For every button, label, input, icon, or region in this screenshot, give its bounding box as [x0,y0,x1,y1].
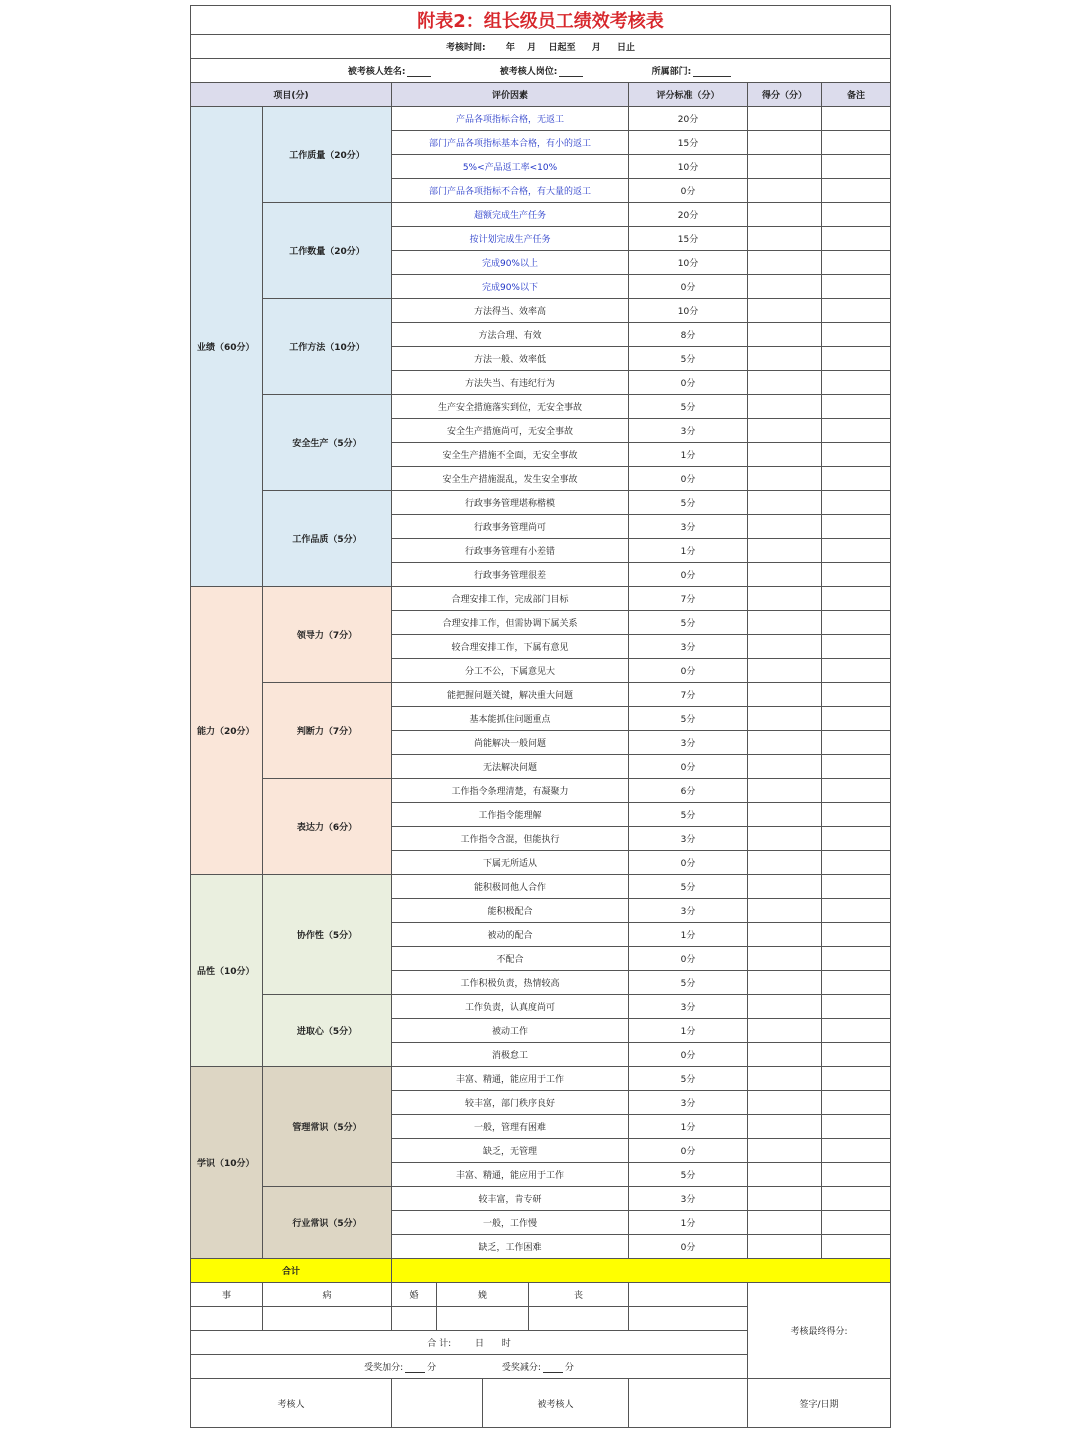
factor-cell: 较丰富，部门秩序良好 [392,1091,629,1115]
header-standard: 评分标准（分） [629,83,748,107]
standard-cell: 5分 [629,491,748,515]
name-field[interactable] [407,68,431,77]
remark-input-cell[interactable] [822,419,891,443]
factor-cell: 无法解决问题 [392,755,629,779]
assessor-sign-cell[interactable] [392,1379,483,1428]
remark-input-cell[interactable] [822,947,891,971]
remark-input-cell[interactable] [822,827,891,851]
factor-cell: 方法得当、效率高 [392,299,629,323]
category-cell: 业绩（60分） [191,107,263,587]
factor-cell: 丰富、精通，能应用于工作 [392,1163,629,1187]
leave-hours-label: 时 [501,1339,511,1349]
period-month-from: 月 [527,43,537,53]
score-input-cell[interactable] [748,923,822,947]
table-row [191,1067,891,1091]
remark-input-cell[interactable] [822,923,891,947]
score-input-cell[interactable] [748,227,822,251]
remark-input-cell[interactable] [822,779,891,803]
remark-input-cell[interactable] [822,1139,891,1163]
category-cell: 能力（20分） [191,587,263,875]
remark-input-cell[interactable] [822,515,891,539]
factor-cell: 超额完成生产任务 [392,203,629,227]
score-input-cell[interactable] [748,347,822,371]
factor-cell: 尚能解决一般问题 [392,731,629,755]
score-input-cell[interactable] [748,299,822,323]
score-input-cell[interactable] [748,515,822,539]
standard-cell: 5分 [629,611,748,635]
post-label: 被考核人岗位: [499,67,558,77]
table-row [191,203,891,227]
score-input-cell[interactable] [748,611,822,635]
leave-personal-label: 事 [191,1283,263,1307]
remark-input-cell[interactable] [822,995,891,1019]
score-input-cell[interactable] [748,275,822,299]
standard-cell: 1分 [629,1115,748,1139]
standard-cell: 3分 [629,515,748,539]
standard-cell: 0分 [629,1235,748,1259]
score-input-cell[interactable] [748,1043,822,1067]
remark-input-cell[interactable] [822,299,891,323]
leave-marriage-value[interactable] [392,1307,437,1331]
total-value-cell[interactable] [392,1259,891,1283]
factor-cell: 工作指令能理解 [392,803,629,827]
signature-row [191,1379,891,1428]
remark-input-cell[interactable] [822,323,891,347]
factor-cell: 基本能抓住问题重点 [392,707,629,731]
remark-input-cell[interactable] [822,611,891,635]
score-input-cell[interactable] [748,131,822,155]
factor-cell: 方法一般、效率低 [392,347,629,371]
assessment-period [191,35,891,59]
standard-cell: 0分 [629,851,748,875]
score-input-cell[interactable] [748,107,822,131]
standard-cell: 1分 [629,1211,748,1235]
table-row [191,587,891,611]
standard-cell: 15分 [629,227,748,251]
factor-cell: 合理安排工作，完成部门目标 [392,587,629,611]
remark-input-cell[interactable] [822,347,891,371]
factor-cell: 行政事务管理很差 [392,563,629,587]
remark-input-cell[interactable] [822,443,891,467]
table-row [191,1187,891,1211]
period-year: 年 [505,43,515,53]
header-item: 项目(分) [191,83,392,107]
remark-input-cell[interactable] [822,971,891,995]
factor-cell: 行政事务管理尚可 [392,515,629,539]
score-input-cell[interactable] [748,707,822,731]
score-input-cell[interactable] [748,467,822,491]
standard-cell: 15分 [629,131,748,155]
factor-cell: 方法合理、有效 [392,323,629,347]
standard-cell: 0分 [629,755,748,779]
factor-cell: 5%<产品返工率<10% [392,155,629,179]
header-row [191,83,891,107]
score-input-cell[interactable] [748,395,822,419]
remark-input-cell[interactable] [822,371,891,395]
subcategory-cell: 管理常识（5分） [263,1067,392,1187]
score-input-cell[interactable] [748,779,822,803]
factor-cell: 缺乏，工作困难 [392,1235,629,1259]
standard-cell: 1分 [629,1019,748,1043]
remark-input-cell[interactable] [822,731,891,755]
standard-cell: 10分 [629,299,748,323]
score-input-cell[interactable] [748,371,822,395]
factor-cell: 部门产品各项指标不合格，有大量的返工 [392,179,629,203]
score-input-cell[interactable] [748,1115,822,1139]
factor-cell: 工作指令含混，但能执行 [392,827,629,851]
final-score-cell: 考核最终得分: [748,1283,891,1379]
leave-days-label: 日 [474,1339,484,1349]
standard-cell: 0分 [629,371,748,395]
subcategory-cell: 工作品质（5分） [263,491,392,587]
page-title: 附表2：组长级员工绩效考核表 [191,6,891,35]
leave-header-row [191,1283,891,1307]
score-input-cell[interactable] [748,1187,822,1211]
factor-cell: 工作积极负责，热情较高 [392,971,629,995]
subcategory-cell: 表达力（6分） [263,779,392,875]
standard-cell: 5分 [629,803,748,827]
standard-cell: 3分 [629,731,748,755]
remark-input-cell[interactable] [822,395,891,419]
reward-sub-field[interactable] [543,1364,563,1373]
remark-input-cell[interactable] [822,1067,891,1091]
factor-cell: 一般，管理有困难 [392,1115,629,1139]
standard-cell: 5分 [629,1163,748,1187]
factor-cell: 一般，工作慢 [392,1211,629,1235]
remark-input-cell[interactable] [822,563,891,587]
score-input-cell[interactable] [748,635,822,659]
period-label: 考核时间: [445,43,486,53]
reward-add-field[interactable] [405,1364,425,1373]
standard-cell: 3分 [629,419,748,443]
leave-extra-cell[interactable] [629,1283,748,1307]
score-input-cell[interactable] [748,587,822,611]
category-cell: 品性（10分） [191,875,263,1067]
remark-input-cell[interactable] [822,1043,891,1067]
category-cell: 学识（10分） [191,1067,263,1259]
standard-cell: 5分 [629,875,748,899]
remark-input-cell[interactable] [822,1115,891,1139]
assessee-label: 被考核人 [483,1379,629,1428]
subcategory-cell: 判断力（7分） [263,683,392,779]
factor-cell: 丰富、精通，能应用于工作 [392,1067,629,1091]
subcategory-cell: 进取心（5分） [263,995,392,1067]
subcategory-cell: 安全生产（5分） [263,395,392,491]
factor-cell: 能把握问题关键，解决重大问题 [392,683,629,707]
score-input-cell[interactable] [748,875,822,899]
score-input-cell[interactable] [748,155,822,179]
score-input-cell[interactable] [748,947,822,971]
remark-input-cell[interactable] [822,635,891,659]
leave-extra-value[interactable] [629,1307,748,1331]
table-row [191,875,891,899]
standard-cell: 3分 [629,1187,748,1211]
factor-cell: 安全生产措施尚可，无安全事故 [392,419,629,443]
standard-cell: 3分 [629,635,748,659]
score-input-cell[interactable] [748,179,822,203]
remark-input-cell[interactable] [822,659,891,683]
period-day-from: 日起至 [548,43,576,53]
standard-cell: 5分 [629,971,748,995]
leave-sick-value[interactable] [263,1307,392,1331]
reward-cell [191,1355,748,1379]
score-input-cell[interactable] [748,539,822,563]
standard-cell: 0分 [629,947,748,971]
standard-cell: 0分 [629,467,748,491]
remark-input-cell[interactable] [822,491,891,515]
score-input-cell[interactable] [748,1019,822,1043]
period-day-to: 日止 [617,43,636,53]
standard-cell: 3分 [629,899,748,923]
factor-cell: 生产安全措施落实到位，无安全事故 [392,395,629,419]
remark-input-cell[interactable] [822,875,891,899]
remark-input-cell[interactable] [822,107,891,131]
post-field[interactable] [559,68,583,77]
factor-cell: 缺乏，无管理 [392,1139,629,1163]
factor-cell: 工作负责，认真度尚可 [392,995,629,1019]
header-factor: 评价因素 [392,83,629,107]
score-input-cell[interactable] [748,563,822,587]
remark-input-cell[interactable] [822,203,891,227]
score-input-cell[interactable] [748,1067,822,1091]
score-input-cell[interactable] [748,755,822,779]
leave-maternity-value[interactable] [437,1307,529,1331]
remark-input-cell[interactable] [822,539,891,563]
leave-personal-value[interactable] [191,1307,263,1331]
factor-cell: 行政事务管理有小差错 [392,539,629,563]
remark-input-cell[interactable] [822,1091,891,1115]
score-input-cell[interactable] [748,1139,822,1163]
score-input-cell[interactable] [748,995,822,1019]
reward-sub-label: 受奖减分: [501,1363,541,1373]
score-input-cell[interactable] [748,659,822,683]
standard-cell: 8分 [629,323,748,347]
factor-cell: 被动的配合 [392,923,629,947]
standard-cell: 0分 [629,179,748,203]
reward-add-unit: 分 [427,1363,437,1373]
remark-input-cell[interactable] [822,251,891,275]
assessee-sign-cell[interactable] [629,1379,748,1428]
score-input-cell[interactable] [748,683,822,707]
standard-cell: 3分 [629,1091,748,1115]
standard-cell: 20分 [629,203,748,227]
standard-cell: 5分 [629,707,748,731]
leave-funeral-value[interactable] [529,1307,629,1331]
header-remark: 备注 [822,83,891,107]
standard-cell: 0分 [629,1139,748,1163]
standard-cell: 3分 [629,827,748,851]
score-input-cell[interactable] [748,827,822,851]
remark-input-cell[interactable] [822,803,891,827]
subcategory-cell: 领导力（7分） [263,587,392,683]
table-row [191,299,891,323]
name-label: 被考核人姓名: [347,67,406,77]
remark-input-cell[interactable] [822,1235,891,1259]
assessor-label: 考核人 [191,1379,392,1428]
standard-cell: 7分 [629,683,748,707]
score-input-cell[interactable] [748,1091,822,1115]
factor-cell: 安全生产措施不全面，无安全事故 [392,443,629,467]
subcategory-cell: 工作质量（20分） [263,107,392,203]
remark-input-cell[interactable] [822,1187,891,1211]
reward-sub-unit: 分 [564,1363,574,1373]
score-input-cell[interactable] [748,803,822,827]
appraisal-table [190,5,891,1428]
table-body [191,6,891,1428]
score-input-cell[interactable] [748,1163,822,1187]
score-input-cell[interactable] [748,1211,822,1235]
factor-cell: 按计划完成生产任务 [392,227,629,251]
score-input-cell[interactable] [748,491,822,515]
score-input-cell[interactable] [748,731,822,755]
standard-cell: 0分 [629,275,748,299]
standard-cell: 5分 [629,347,748,371]
remark-input-cell[interactable] [822,467,891,491]
header-score: 得分（分） [748,83,822,107]
factor-cell: 完成90%以下 [392,275,629,299]
leave-sum-label: 合 计: [427,1339,452,1349]
score-input-cell[interactable] [748,971,822,995]
standard-cell: 7分 [629,587,748,611]
factor-cell: 能积极配合 [392,899,629,923]
standard-cell: 10分 [629,155,748,179]
standard-cell: 0分 [629,1043,748,1067]
remark-input-cell[interactable] [822,755,891,779]
sign-date-label: 签字/日期 [748,1379,891,1428]
factor-cell: 较丰富，肯专研 [392,1187,629,1211]
table-row [191,683,891,707]
score-input-cell[interactable] [748,443,822,467]
remark-input-cell[interactable] [822,587,891,611]
subcategory-cell: 协作性（5分） [263,875,392,995]
remark-input-cell[interactable] [822,1019,891,1043]
leave-funeral-label: 丧 [529,1283,629,1307]
standard-cell: 10分 [629,251,748,275]
table-row [191,491,891,515]
standard-cell: 3分 [629,995,748,1019]
leave-sick-label: 病 [263,1283,392,1307]
standard-cell: 0分 [629,563,748,587]
dept-label: 所属部门: [651,67,692,77]
score-input-cell[interactable] [748,851,822,875]
remark-input-cell[interactable] [822,1211,891,1235]
reward-add-label: 受奖加分: [364,1363,404,1373]
leave-marriage-label: 婚 [392,1283,437,1307]
factor-cell: 工作指令条理清楚，有凝聚力 [392,779,629,803]
subcategory-cell: 行业常识（5分） [263,1187,392,1259]
appraisal-sheet [190,5,890,1428]
score-input-cell[interactable] [748,899,822,923]
factor-cell: 较合理安排工作，下属有意见 [392,635,629,659]
leave-maternity-label: 娩 [437,1283,529,1307]
remark-input-cell[interactable] [822,131,891,155]
assessee-info [191,59,891,83]
table-row [191,779,891,803]
factor-cell: 被动工作 [392,1019,629,1043]
remark-input-cell[interactable] [822,1163,891,1187]
dept-field[interactable] [693,68,731,77]
standard-cell: 20分 [629,107,748,131]
remark-input-cell[interactable] [822,179,891,203]
factor-cell: 分工不公，下属意见大 [392,659,629,683]
period-month-to: 月 [591,43,601,53]
factor-cell: 产品各项指标合格，无返工 [392,107,629,131]
score-input-cell[interactable] [748,251,822,275]
remark-input-cell[interactable] [822,899,891,923]
total-row [191,1259,891,1283]
subcategory-cell: 工作方法（10分） [263,299,392,395]
standard-cell: 5分 [629,395,748,419]
factor-cell: 消极怠工 [392,1043,629,1067]
score-input-cell[interactable] [748,419,822,443]
factor-cell: 方法失当、有违纪行为 [392,371,629,395]
leave-sum-cell [191,1331,748,1355]
standard-cell: 5分 [629,1067,748,1091]
score-input-cell[interactable] [748,1235,822,1259]
remark-input-cell[interactable] [822,275,891,299]
factor-cell: 安全生产措施混乱，发生安全事故 [392,467,629,491]
score-input-cell[interactable] [748,323,822,347]
subcategory-cell: 工作数量（20分） [263,203,392,299]
remark-input-cell[interactable] [822,227,891,251]
factor-cell: 不配合 [392,947,629,971]
standard-cell: 1分 [629,443,748,467]
factor-cell: 下属无所适从 [392,851,629,875]
table-row [191,995,891,1019]
remark-input-cell[interactable] [822,851,891,875]
standard-cell: 1分 [629,539,748,563]
remark-input-cell[interactable] [822,707,891,731]
standard-cell: 0分 [629,659,748,683]
standard-cell: 6分 [629,779,748,803]
factor-cell: 能积极同他人合作 [392,875,629,899]
total-label: 合计 [191,1259,392,1283]
table-row [191,107,891,131]
remark-input-cell[interactable] [822,683,891,707]
factor-cell: 部门产品各项指标基本合格，有小的返工 [392,131,629,155]
factor-cell: 完成90%以上 [392,251,629,275]
score-input-cell[interactable] [748,203,822,227]
factor-cell: 行政事务管理堪称楷模 [392,491,629,515]
table-row [191,395,891,419]
standard-cell: 1分 [629,923,748,947]
factor-cell: 合理安排工作，但需协调下属关系 [392,611,629,635]
remark-input-cell[interactable] [822,155,891,179]
